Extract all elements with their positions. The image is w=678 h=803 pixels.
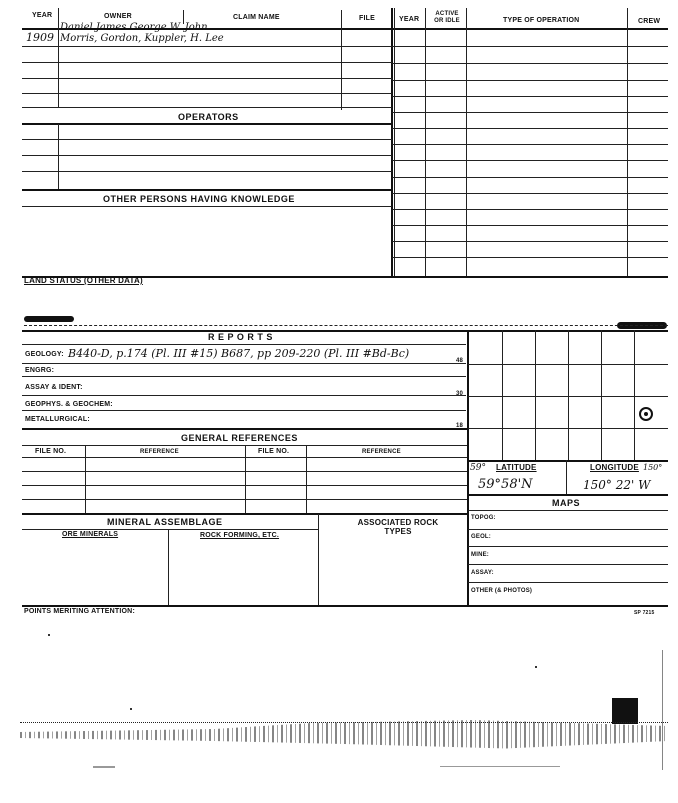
reports-number-48: 48 <box>456 358 464 364</box>
scan-noise-band <box>20 720 668 750</box>
operators-heading: OPERATORS <box>178 112 239 122</box>
corner-black-square <box>612 698 638 724</box>
redaction-mark-left <box>24 316 74 322</box>
mineral-assemblage-title: MINERAL ASSEMBLAGE <box>107 517 223 527</box>
latitude-label: LATITUDE <box>496 463 537 472</box>
reports-number-18: 18 <box>456 423 464 429</box>
reports-title: R E P O R T S <box>208 332 273 342</box>
associated-rock-types: ASSOCIATED ROCK TYPES <box>357 518 439 536</box>
maps-assay: ASSAY: <box>471 570 494 576</box>
entry-year: 1909 <box>26 31 54 44</box>
assay-ident-label: ASSAY & IDENT: <box>25 384 83 391</box>
gr-file-no-2: FILE NO. <box>258 448 290 455</box>
maps-geol: GEOL: <box>471 534 491 540</box>
maps-other: OTHER (& PHOTOS) <box>471 588 533 594</box>
lat-degree: 59° <box>470 463 486 473</box>
geophys-geochem-label: GEOPHYS. & GEOCHEM: <box>25 401 113 408</box>
engrg-label: ENGRG: <box>25 367 55 374</box>
header-year: YEAR <box>32 12 53 19</box>
land-status-label: LAND STATUS (OTHER DATA) <box>24 276 143 285</box>
form-number: SP 7215 <box>634 610 655 616</box>
lon-degree: 150° <box>643 463 663 472</box>
header-file: FILE <box>359 15 375 22</box>
gr-file-no-1: FILE NO. <box>35 448 67 455</box>
maps-mine: MINE: <box>471 552 489 558</box>
geology-label: GEOLOGY: <box>25 351 64 358</box>
rock-forming-label: ROCK FORMING, ETC. <box>200 532 280 539</box>
maps-title: MAPS <box>552 498 581 508</box>
entry-owners-line1: Daniel James George W. John <box>60 22 208 33</box>
top-table <box>0 0 678 282</box>
header-active-idle: ACTIVE OR IDLE <box>434 11 460 24</box>
header-claim-name: CLAIM NAME <box>233 14 280 21</box>
longitude-label: LONGITUDE <box>590 463 639 472</box>
gr-reference-2: REFERENCE <box>362 449 401 455</box>
header-crew: CREW <box>638 18 661 25</box>
gr-reference-1: REFERENCE <box>140 449 179 455</box>
general-references-title: GENERAL REFERENCES <box>181 433 298 443</box>
header-year-2: YEAR <box>399 16 420 23</box>
longitude-value: 150° 22' W <box>583 478 651 492</box>
maps-topog: TOPOG: <box>471 515 496 521</box>
entry-owners-line2: Morris, Gordon, Kuppler, H. Lee <box>60 33 224 44</box>
location-grid <box>468 330 668 460</box>
geology-value: B440-D, p.174 (Pl. III #15) B687, pp 209-220 (Pl. III #Bd-Bc) <box>68 347 410 360</box>
location-circle-marker <box>639 407 653 421</box>
latitude-value: 59°58'N <box>478 477 533 492</box>
other-persons-heading: OTHER PERSONS HAVING KNOWLEDGE <box>103 194 295 204</box>
reports-number-30: 30 <box>456 391 464 397</box>
metallurgical-label: METALLURGICAL: <box>25 416 90 423</box>
header-owner: OWNER <box>104 13 132 20</box>
ore-minerals-label: ORE MINERALS <box>62 531 119 538</box>
header-type-of-operation: TYPE OF OPERATION <box>503 17 580 24</box>
points-meriting-attention-label: POINTS MERITING ATTENTION: <box>24 608 135 615</box>
